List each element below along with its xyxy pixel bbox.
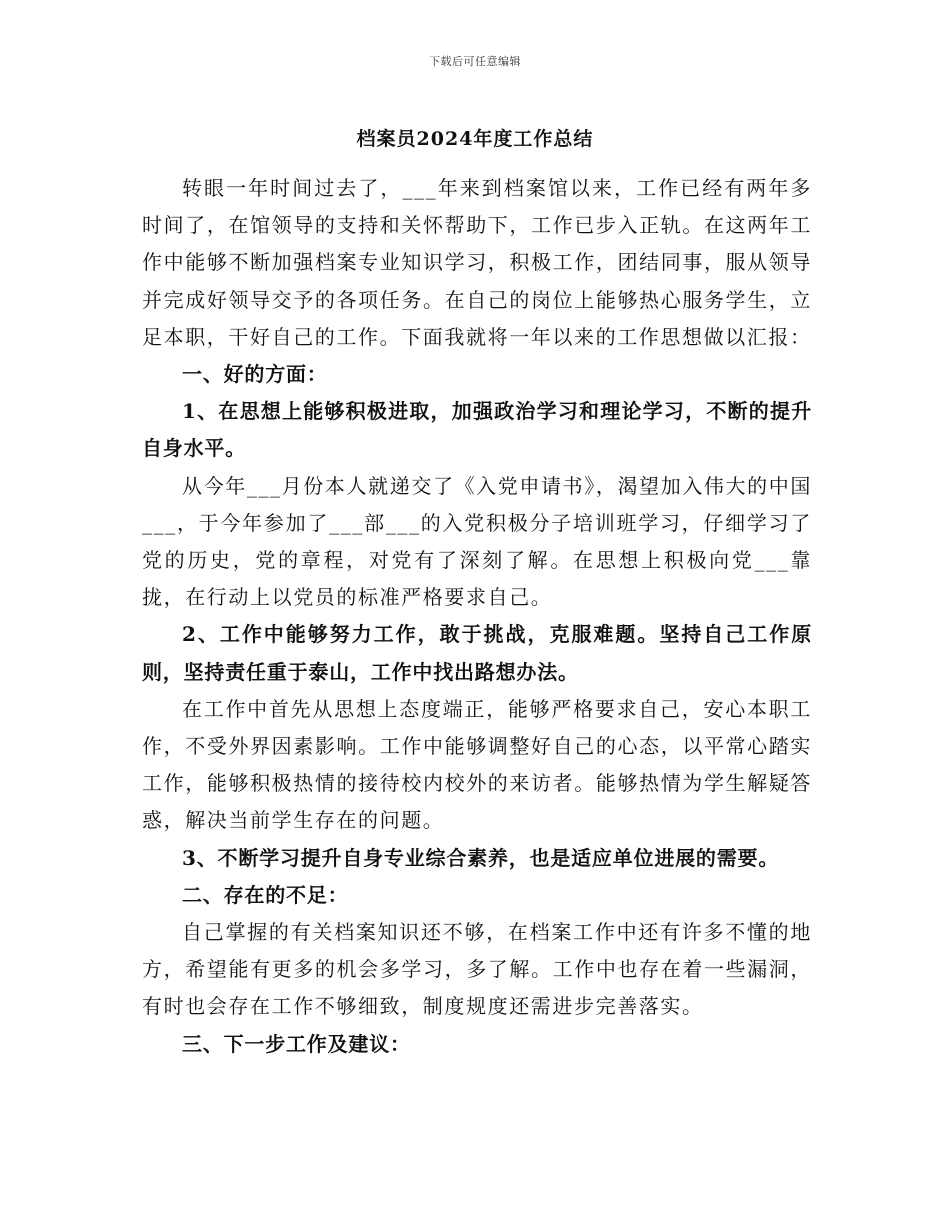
section-heading-strengths: 一、好的方面： (182, 362, 328, 387)
paragraph-1: 从今年___月份本人就递交了《入党申请书》，渴望加入伟大的中国___，于今年参加了___部___的入党积极分子培训班学习，仔细学习了党的历史，党的章程，对党有了深刻了解。在思想上积极向党___靠拢，在行动上以党员的标准严格要求自己。 (142, 473, 812, 610)
subheading-3: 3、不断学习提升自身专业综合素养，也是适应单位进展的需要。 (182, 845, 780, 870)
subheading-2: 2、工作中能够努力工作，敢于挑战，克服难题。坚持自己工作原则，坚持责任重于泰山，工作中找出路想办法。 (142, 622, 812, 684)
paragraph-shortcomings: 自己掌握的有关档案知识还不够，在档案工作中还有许多不懂的地方，希望能有更多的机会多学习，多了解。工作中也存在着一些漏洞，有时也会存在工作不够细致，制度规度还需进步完善落实。 (142, 920, 812, 1019)
document-title: 档案员2024年度工作总结 (356, 128, 594, 150)
section-heading-shortcomings: 二、存在的不足： (182, 882, 349, 907)
section-heading-next-steps: 三、下一步工作及建议： (182, 1031, 411, 1056)
document-body (142, 170, 812, 1063)
subheading-1: 1、在思想上能够积极进取，加强政治学习和理论学习，不断的提升自身水平。 (142, 399, 812, 461)
header-note: 下载后可任意编辑 (429, 55, 521, 68)
paragraph-intro: 转眼一年时间过去了，___年来到档案馆以来，工作已经有两年多时间了，在馆领导的支持和关怀帮助下，工作已步入正轨。在这两年工作中能够不断加强档案专业知识学习，积极工作，团结同事，服从领导并完成好领导交予的各项任务。在自己的岗位上能够热心服务学生，立足本职，干好自己的工作。下面我就将一年以来的工作思想做以汇报： (142, 176, 812, 349)
paragraph-2: 在工作中首先从思想上态度端正，能够严格要求自己，安心本职工作，不受外界因素影响。工作中能够调整好自己的心态，以平常心踏实工作，能够积极热情的接待校内校外的来访者。能够热情为学生解疑答惑，解决当前学生存在的问题。 (142, 696, 812, 833)
